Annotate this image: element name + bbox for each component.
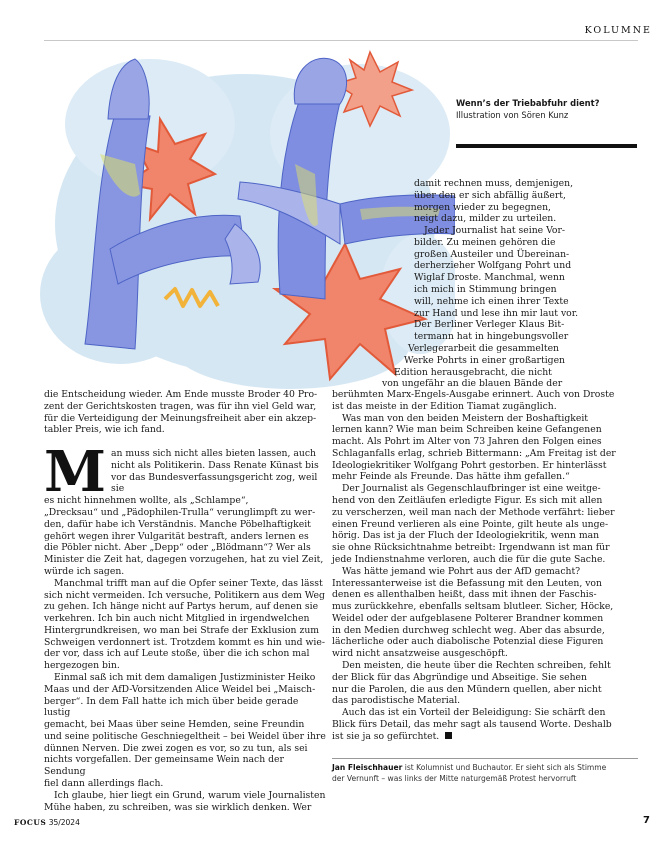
text-line: den, dafür habe ich Verständnis. Manche Pöbelhaftigkeit xyxy=(44,518,311,530)
text-line: bilder. Zu meinen gehören die xyxy=(414,236,556,248)
text-line: jede Indienstnahme verloren, auch die für die gute Sache. xyxy=(332,553,606,565)
text-line: nichts vorgefallen. Der gemeinsame Wein nach der Sendung xyxy=(44,754,284,778)
text-line: der Blick für das Abgründige und Abseitige. Sie sehen xyxy=(332,671,587,683)
footer-issue xyxy=(14,818,80,827)
dropcap: M xyxy=(44,439,106,506)
author-bio xyxy=(332,763,638,784)
text-line: Weidel oder der aufgeblasene Polterer Brandner kommen xyxy=(332,612,604,624)
text-line: hergezogen bin. xyxy=(44,660,120,672)
text-line: ich mich in Stimmung bringen xyxy=(414,284,557,296)
text-line: lernen kann? Wie man beim Schreiben keine Gefangenen xyxy=(332,424,602,436)
text-line: zur Hand und lese ihn mir laut vor. xyxy=(414,307,579,319)
text-line: Der Journalist als Gegenschlaufbringer ist eine weitge- xyxy=(342,483,601,495)
text-line: nur die Parolen, die aus den Mündern quellen, aber nicht xyxy=(332,683,602,695)
text-line: nicht als Politikerin. Dass Renate Künast bis xyxy=(111,459,319,471)
text-line: in den Medien durchweg schlecht weg. Aber das absurde, xyxy=(332,624,605,636)
caption-credit: Illustration von Sören Kunz xyxy=(456,109,569,120)
text-line: Mühe haben, zu schreiben, was sie wirklich denken. Wer xyxy=(44,801,312,813)
text-line: sich nicht vermeiden. Ich versuche, Politikern aus dem Weg xyxy=(44,589,325,601)
text-line: berühmten Marx-Engels-Ausgabe erinnert. Auch von Droste xyxy=(332,389,615,400)
text-line: macht. Als Pohrt im Alter von 73 Jahren den Folgen eines xyxy=(332,436,602,448)
footer-brand: FOCUS xyxy=(14,818,47,827)
author-bio-text-2: der Vernunft – was links der Mitte naturgemäß Protest hervorruft xyxy=(332,773,577,783)
text-line: Hintergrundkreisen, wo man bei Strafe der Exklusion zum xyxy=(44,624,320,636)
text-line: Was hätte jemand wie Pohrt aus der AfD gemacht? xyxy=(342,565,581,577)
text-line: an muss sich nicht alles bieten lassen, auch xyxy=(111,448,316,460)
text-line: „Drecksau“ und „Pädophilen-Trulla“ verunglimpft zu wer- xyxy=(44,507,316,519)
text-line: über den er sich abfällig äußert, xyxy=(414,189,566,201)
text-line: Ideologiekritiker Wolfgang Pohrt gestorben. Er hinterlässt xyxy=(332,459,607,471)
text-line: Schlaganfalls erlag, schrieb Bittermann: „Am Freitag ist der xyxy=(332,447,616,459)
text-line: Einmal saß ich mit dem damaligen Justizminister Heiko xyxy=(54,671,316,683)
text-line: lächerliche oder auch diabolische Potenzial diese Figuren xyxy=(332,636,604,648)
text-line: Interessanterweise ist die Befassung mit den Leuten, von xyxy=(332,577,602,589)
caption-rule xyxy=(456,144,637,148)
caption-title: Wenn’s der Triebabfuhr dient? xyxy=(456,98,600,108)
author-name: Jan Fleischhauer xyxy=(332,763,403,772)
text-line: die Pöbler nicht. Aber „Depp“ oder „Blödmann“? Wer als xyxy=(44,542,311,554)
text-line: Werke Pohrts in einer großartigen xyxy=(404,354,566,366)
text-line: Der Berliner Verleger Klaus Bit- xyxy=(414,319,565,331)
text-line: wird nicht ansatzweise ausgeschöpft. xyxy=(332,648,508,660)
text-line: großen Austeiler und Übereinan- xyxy=(414,248,570,260)
text-line: und seine politische Geschniegeltheit – bei Weidel über ihre xyxy=(44,730,326,742)
text-line: Schweigen verdonnert ist. Trotzdem kommt es hin und wie- xyxy=(44,636,325,648)
text-line: einen Freund verlieren als eine Pointe, gilt heute als unge- xyxy=(332,518,609,530)
text-line: damit rechnen muss, demjenigen, xyxy=(414,178,574,189)
text-line: zent der Gerichtskosten tragen, was für ihn viel Geld war, xyxy=(44,400,317,412)
text-line: Ich glaube, hier liegt ein Grund, warum viele Journalisten xyxy=(54,789,326,801)
text-line: gehört wegen ihrer Vulgarität bestraft, anders lernen es xyxy=(44,530,309,542)
text-line: berger“. In dem Fall hatte ich mich über beide gerade lustig xyxy=(44,695,299,719)
text-line: Maas und der AfD-Vorsitzenden Alice Weidel bei „Maisch- xyxy=(44,683,316,695)
end-mark-icon xyxy=(445,732,452,739)
text-line: Jeder Journalist hat seine Vor- xyxy=(424,225,566,237)
text-line: Blick fürs Detail, das mehr sagt als tausend Worte. Deshalb xyxy=(332,718,612,730)
text-line: termann hat in hingebungsvoller xyxy=(414,331,569,343)
text-line: die Entscheidung wieder. Am Ende musste Broder 40 Pro- xyxy=(44,389,318,400)
page-number: 7 xyxy=(643,815,650,826)
top-right-column xyxy=(382,178,637,390)
text-line: sie ohne Rücksichtnahme betreibt: Irgendwann ist man für xyxy=(332,542,610,554)
header-divider xyxy=(44,40,638,41)
text-line: gemacht, bei Maas über seine Hemden, seine Freundin xyxy=(44,719,305,731)
text-line: derherzieher Wolfgang Pohrt und xyxy=(414,260,572,272)
text-line: mehr Feinde als Freunde. Das hätte ihm gefallen.“ xyxy=(332,471,570,483)
text-line: Wiglaf Droste. Manchmal, wenn xyxy=(414,272,565,284)
text-line: will, nehme ich einen ihrer Texte xyxy=(414,295,569,307)
text-line: Den meisten, die heute über die Rechten schreiben, fehlt xyxy=(342,659,611,671)
illustration-caption xyxy=(456,98,636,121)
bio-divider xyxy=(332,758,638,759)
text-line: zu verscherzen, weil man nach der Methode verfährt: lieber xyxy=(332,506,615,518)
text-line: mus zurückkehre, ebenfalls seltsam blutleer. Sicher, Höcke, xyxy=(332,601,614,613)
text-line: Auch das ist ein Vorteil der Beleidigung: Sie schärft den xyxy=(342,707,606,719)
text-line: würde ich sagen. xyxy=(44,565,125,577)
text-line: verkehren. Ich bin auch nicht Mitglied in irgendwelchen xyxy=(44,613,310,625)
footer-issue-number: 35/2024 xyxy=(48,818,80,827)
author-bio-text: ist Kolumnist und Buchautor. Er sieht sich als Stimme xyxy=(402,763,607,772)
text-line: ist das meiste in der Edition Tiamat zugänglich. xyxy=(332,400,557,412)
rubric-label: KOLUMNE xyxy=(584,25,652,36)
hands-illustration xyxy=(40,44,455,389)
text-line: Verlegerarbeit die gesammelten xyxy=(408,342,559,354)
right-column xyxy=(332,389,638,742)
text-line: Edition herausgebracht, die nicht xyxy=(394,366,552,378)
text-line: morgen wieder zu begegnen, xyxy=(414,201,551,213)
text-line: dünnen Nerven. Die zwei zogen es vor, so zu tun, als sei xyxy=(44,742,308,754)
text-line: Manchmal trifft man auf die Opfer seiner Texte, das lässt xyxy=(54,577,323,589)
text-line: das parodistische Material. xyxy=(332,695,461,707)
text-line: zu gehen. Ich hänge nicht auf Partys herum, auf denen sie xyxy=(44,601,319,613)
text-line: Minister die Zeit hat, dagegen vorzugehen, hat zu viel Zeit, xyxy=(44,554,324,566)
text-line: fiel dann allerdings flach. xyxy=(44,778,164,789)
text-line: Was man von den beiden Meistern der Boshaftigkeit xyxy=(342,412,589,424)
text-line: hend von den Zeitläufen erledigte Figur. Es sich mit allen xyxy=(332,495,603,507)
text-line: neigt dazu, milder zu urteilen. xyxy=(414,213,557,225)
text-line: es nicht hinnehmen wollte, als „Schlampe“, xyxy=(44,495,249,507)
text-line: vor das Bundesverfassungsgericht zog, weil sie xyxy=(111,471,318,495)
text-line: hörig. Das ist ja der Fluch der Ideologiekritik, wenn man xyxy=(332,530,600,542)
paragraph-with-dropcap xyxy=(44,439,327,578)
text-line: für die Verteidigung der Meinungsfreiheit aber ein akzep- xyxy=(44,412,317,424)
text-line-last: ist sie ja so gefürchtet. xyxy=(332,730,440,742)
text-line: der vor, dass ich auf Leute stoße, über die ich schon mal xyxy=(44,648,310,660)
text-line: von ungefähr an die blauen Bände der xyxy=(382,378,563,390)
left-column xyxy=(44,389,327,813)
text-line xyxy=(332,731,638,743)
text-line: denen es allenthalben heißt, dass mit ihnen der Faschis- xyxy=(332,589,597,601)
text-line: tabler Preis, wie ich fand. xyxy=(44,424,165,436)
